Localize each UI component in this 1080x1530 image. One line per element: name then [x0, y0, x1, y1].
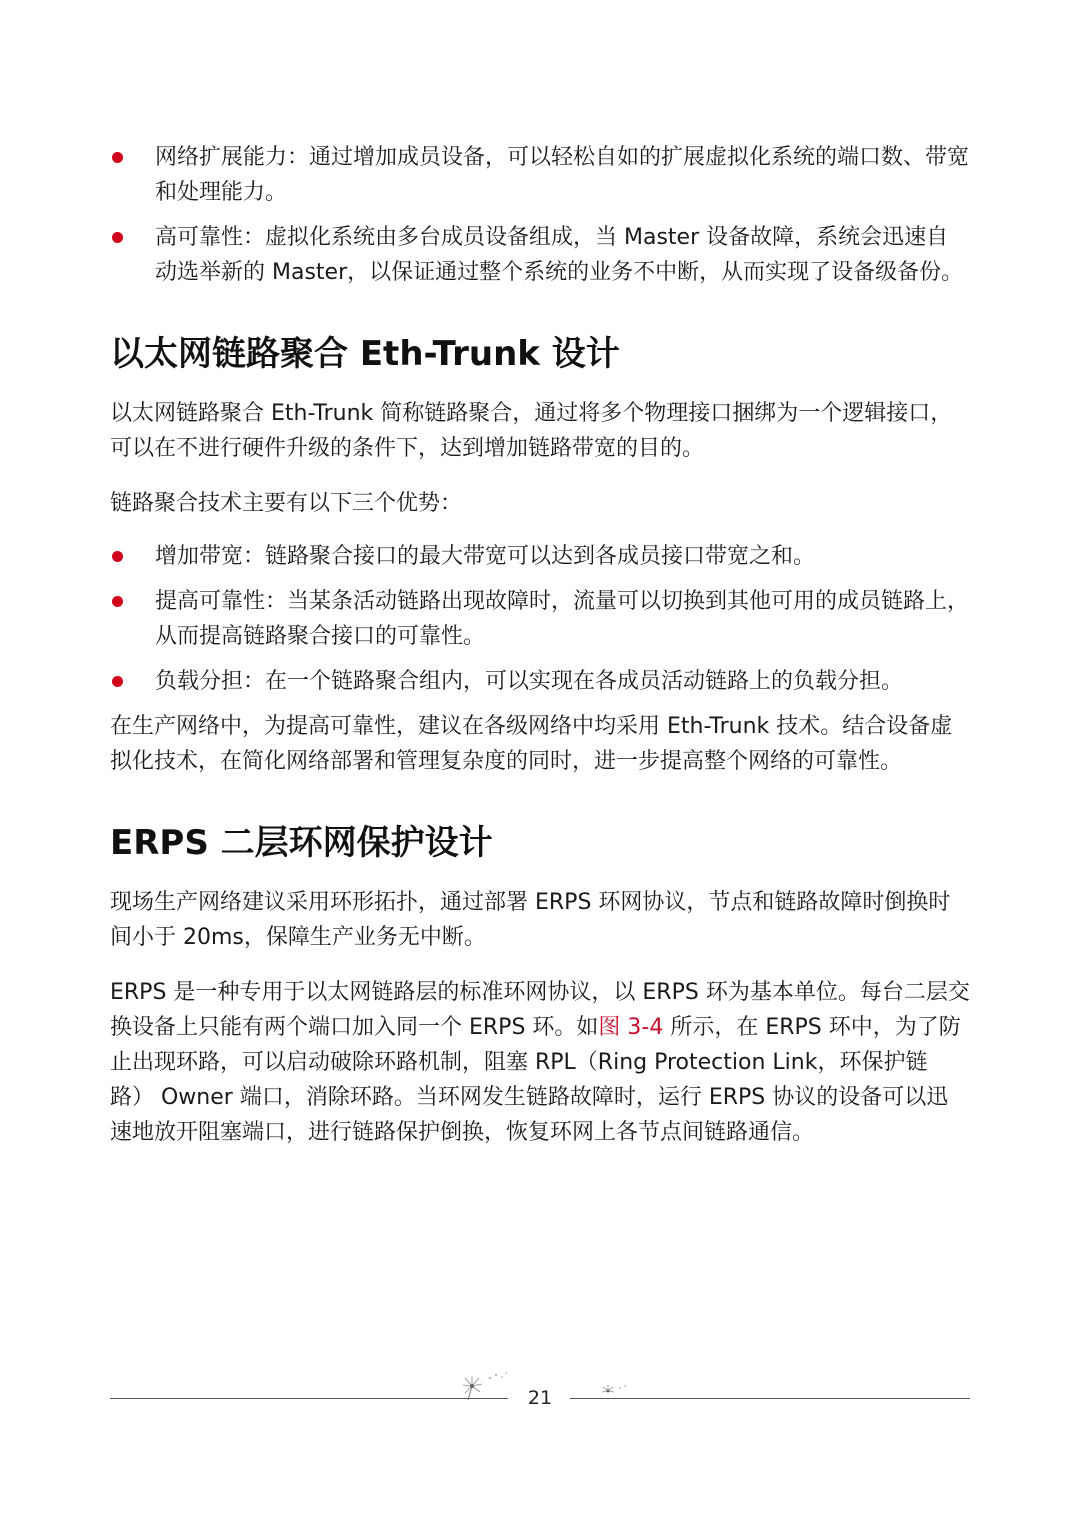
paragraph-text: 所示，在 ERPS 环中，为了防止出现环路，可以启动破除环路机制，阻塞 RPL（Ring Protection Link，环保护链路） Owner 端口，消除环路。当环网发生链路故障时，运行 ERPS 协议的设备可以迅速地放开阻塞端口，进行链路保护倒换，恢复环网上各节点间链路通信。: [110, 1015, 961, 1145]
page-number: 21: [527, 1387, 553, 1409]
list-item-text: 提高可靠性：当某条活动链路出现故障时，流量可以切换到其他可用的成员链路上，从而提高链路聚合接口的可靠性。: [155, 589, 970, 649]
list-item: [110, 140, 970, 210]
section-heading-eth-trunk: 以太网链路聚合 Eth-Trunk 设计: [110, 334, 620, 374]
list-item: [110, 539, 970, 574]
page-footer: [110, 1368, 970, 1428]
bullet-icon: [112, 232, 123, 243]
paragraph: 现场生产网络建议采用环形拓扑，通过部署 ERPS 环网协议，节点和链路故障时倒换时间小于 20ms，保障生产业务无中断。: [110, 890, 951, 950]
footer-divider: [570, 1398, 970, 1399]
advantages-bullet-list: [110, 539, 970, 699]
paragraph: 链路聚合技术主要有以下三个优势：: [110, 491, 463, 516]
bullet-icon: [112, 551, 123, 562]
page-content: [110, 140, 970, 1170]
paragraph: 以太网链路聚合 Eth-Trunk 简称链路聚合，通过将多个物理接口捆绑为一个逻辑接口，可以在不进行硬件升级的条件下，达到增加链路带宽的目的。: [110, 401, 953, 461]
dandelion-seed-icon: [600, 1382, 630, 1398]
bullet-icon: [112, 676, 123, 687]
list-item: [110, 664, 970, 699]
footer-divider: [110, 1398, 508, 1399]
list-item: [110, 220, 970, 290]
list-item-text: 网络扩展能力：通过增加成员设备，可以轻松自如的扩展虚拟化系统的端口数、带宽和处理能力。: [155, 145, 970, 205]
list-item: [110, 584, 970, 654]
paragraph-text: ERPS 是一种专用于以太网链路层的标准环网协议，以 ERPS 环为基本单位。每台二层交换设备上只能有两个端口加入同一个 ERPS 环。如: [110, 980, 970, 1040]
list-item-text: 负载分担：在一个链路聚合组内，可以实现在各成员活动链路上的负载分担。: [155, 669, 904, 694]
intro-bullet-list: [110, 140, 970, 290]
list-item-text: 高可靠性：虚拟化系统由多台成员设备组成，当 Master 设备故障，系统会迅速自动选举新的 Master，以保证通过整个系统的业务不中断，从而实现了设备级备份。: [155, 225, 964, 285]
bullet-icon: [112, 596, 123, 607]
list-item-text: 增加带宽：链路聚合接口的最大带宽可以达到各成员接口带宽之和。: [155, 544, 816, 569]
figure-link[interactable]: 图 3-4: [598, 1015, 664, 1040]
paragraph: 在生产网络中，为提高可靠性，建议在各级网络中均采用 Eth-Trunk 技术。结合设备虚拟化技术，在简化网络部署和管理复杂度的同时，进一步提高整个网络的可靠性。: [110, 714, 953, 774]
bullet-icon: [112, 152, 123, 163]
dandelion-icon: [460, 1370, 510, 1400]
paragraph: [110, 975, 970, 1150]
section-heading-erps: ERPS 二层环网保护设计: [110, 823, 493, 863]
